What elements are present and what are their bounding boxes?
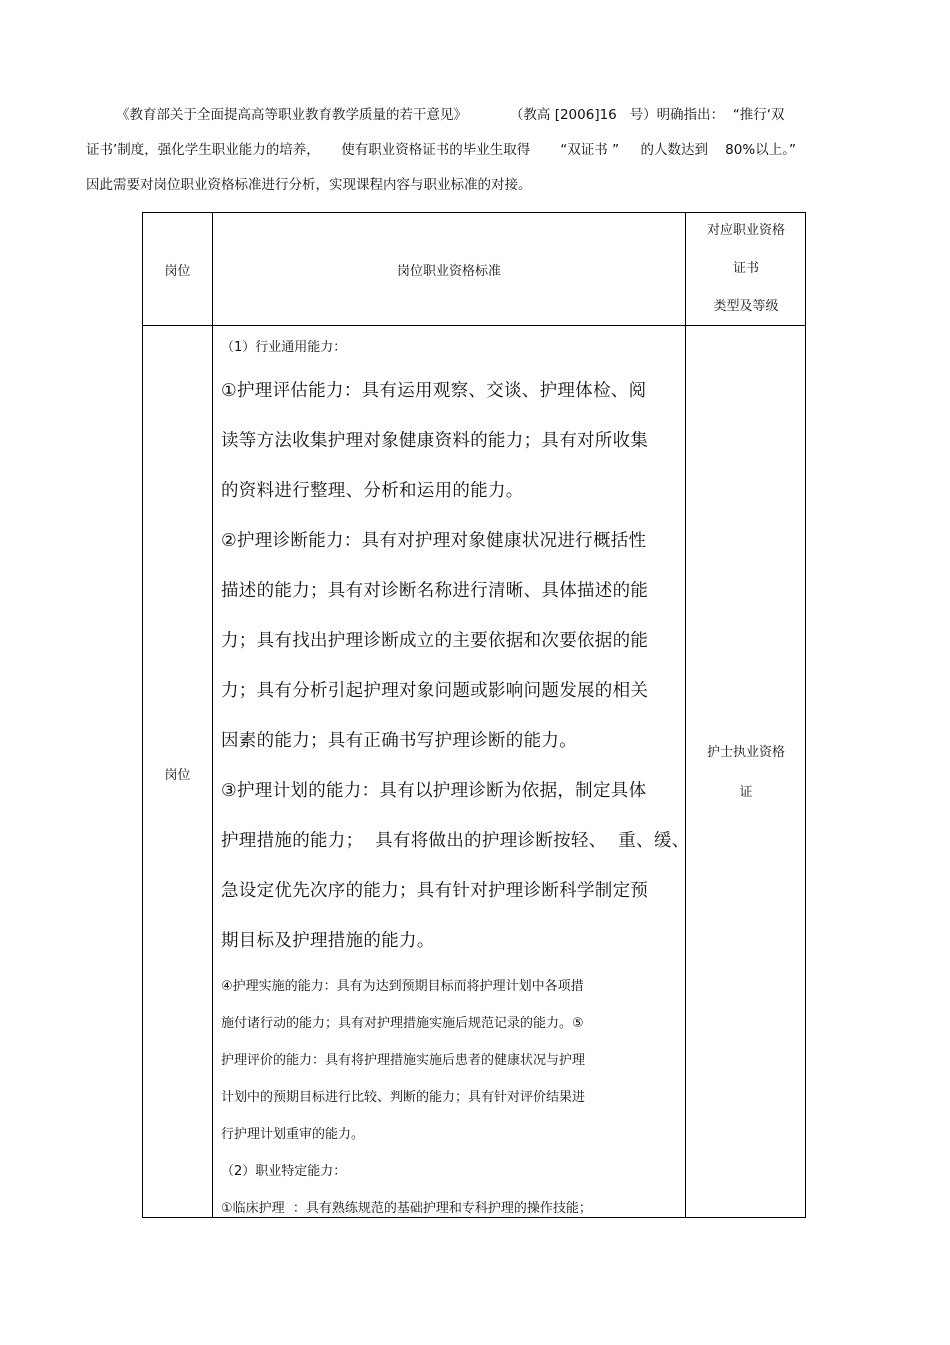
table-divider [143, 325, 805, 326]
small-text-block [221, 968, 681, 1153]
header-certificate-line: 对应职业资格 [706, 223, 785, 238]
standard-content [221, 329, 690, 1227]
header-certificate [686, 213, 806, 325]
table-divider [212, 213, 213, 1217]
row-post: 岗位 [164, 767, 191, 783]
standard-line: 描述的能力；具有对诊断名称进行清晰、具体描述的能 [221, 581, 649, 601]
standard-line: ①护理评估能力：具有运用观察、交谈、护理体检、阅 [221, 381, 647, 401]
standard-line: ④护理实施的能力：具有为达到预期目标而将护理计划中各项措 [221, 979, 584, 994]
standard-line: ②护理诊断能力：具有对护理对象健康状况进行概括性 [221, 531, 647, 551]
standard-line: 的资料进行整理、分析和运用的能力。 [221, 481, 524, 501]
standard-line: 行护理计划重审的能力。 [221, 1127, 365, 1142]
standard-line: 期目标及护理措施的能力。 [221, 931, 435, 951]
standard-line: 计划中的预期目标进行比较、判断的能力；具有针对评价结果进 [221, 1090, 586, 1105]
intro-line-3: 因此需要对岗位职业资格标准进行分析，实现课程内容与职业标准的对接。 [86, 177, 532, 193]
intro-line-2: 证书’制度，强化学生职业能力的培养， 使有职业资格证书的毕业生取得 “双证书 ” 的人数达到 80%以上。” [86, 142, 796, 158]
header-post: 岗位 [164, 263, 191, 279]
section-2-item: ①临床护理 ：具有熟练规范的基础护理和专科护理的操作技能； [221, 1201, 592, 1216]
standard-line: 施付诸行动的能力；具有对护理措施实施后规范记录的能力。⑤ [221, 1016, 584, 1031]
section-1-title: （1）行业通用能力： [221, 340, 347, 355]
header-standard: 岗位职业资格标准 [396, 263, 501, 279]
standard-line: 读等方法收集护理对象健康资料的能力；具有对所收集 [221, 431, 649, 451]
section-2-title: （2）职业特定能力： [221, 1164, 347, 1179]
table-divider [685, 213, 686, 1217]
standard-line: ③护理计划的能力：具有以护理诊断为依据，制定具体 [221, 781, 647, 801]
standard-line: 护理评价的能力：具有将护理措施实施后患者的健康状况与护理 [221, 1053, 586, 1068]
intro-paragraph [86, 98, 866, 203]
intro-line-1: 《教育部关于全面提高高等职业教育教学质量的若干意见》 （教高 [2006]16 号）明确指出： “推行‘双 [116, 107, 785, 123]
certificate-line: 护士执业资格 [706, 745, 785, 760]
header-certificate-line: 证书 [732, 261, 759, 276]
standard-line: 急设定优先次序的能力；具有针对护理诊断科学制定预 [221, 881, 649, 901]
standard-line: 护理措施的能力； 具有将做出的护理诊断按轻、 重、缓、 [221, 831, 690, 851]
standard-line: 力；具有找出护理诊断成立的主要依据和次要依据的能 [221, 631, 649, 651]
qualification-table [142, 212, 806, 1218]
header-certificate-line: 类型及等级 [713, 299, 779, 314]
large-text-block [221, 366, 690, 966]
certificate-line: 证 [739, 785, 753, 800]
row-certificate [686, 733, 806, 813]
standard-line: 力；具有分析引起护理对象问题或影响问题发展的相关 [221, 681, 649, 701]
standard-line: 因素的能力；具有正确书写护理诊断的能力。 [221, 731, 577, 751]
